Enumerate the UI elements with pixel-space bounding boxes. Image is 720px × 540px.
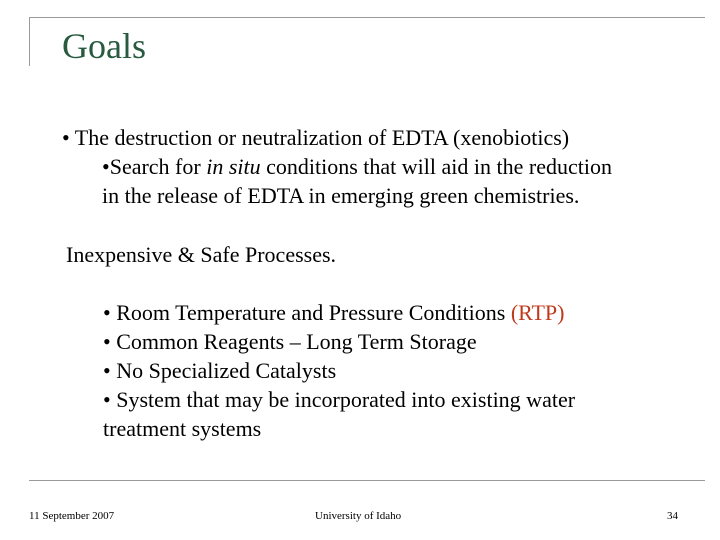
bullet-water-treatment: • System that may be incorporated into existing water: [103, 387, 576, 412]
bullet-in-situ-prefix: •Search for: [102, 154, 207, 179]
bullet-water-treatment-continuation: treatment systems: [103, 416, 262, 441]
footer-page-number: 34: [667, 510, 678, 522]
footer-organization: University of Idaho: [315, 510, 402, 522]
processes-bullets: [103, 298, 575, 443]
bullet-rtp-text: • Room Temperature and Pressure Conditions: [103, 300, 511, 325]
goals-bullets: [62, 123, 612, 210]
frame-left-rule: [29, 17, 30, 66]
bullet-in-situ-search: [62, 152, 612, 181]
processes-heading: Inexpensive & Safe Processes.: [66, 242, 337, 267]
bullet-common-reagents: • Common Reagents – Long Term Storage: [103, 329, 477, 354]
bullet-in-situ-suffix: conditions that will aid in the reduction: [260, 154, 612, 179]
footer-divider: [29, 480, 705, 481]
bullet-in-situ-continuation: in the release of EDTA in emerging green chemistries.: [102, 183, 580, 208]
slide-title: Goals: [62, 26, 146, 66]
bullet-no-catalysts: • No Specialized Catalysts: [103, 358, 337, 383]
rtp-accent: (RTP): [510, 300, 565, 325]
frame-top-rule: [29, 17, 705, 18]
bullet-edta-destruction: • The destruction or neutralization of EDTA (xenobiotics): [62, 125, 570, 150]
bullet-rtp: [103, 298, 575, 327]
in-situ-italic: in situ: [206, 154, 261, 179]
footer-date: 11 September 2007: [29, 510, 115, 522]
